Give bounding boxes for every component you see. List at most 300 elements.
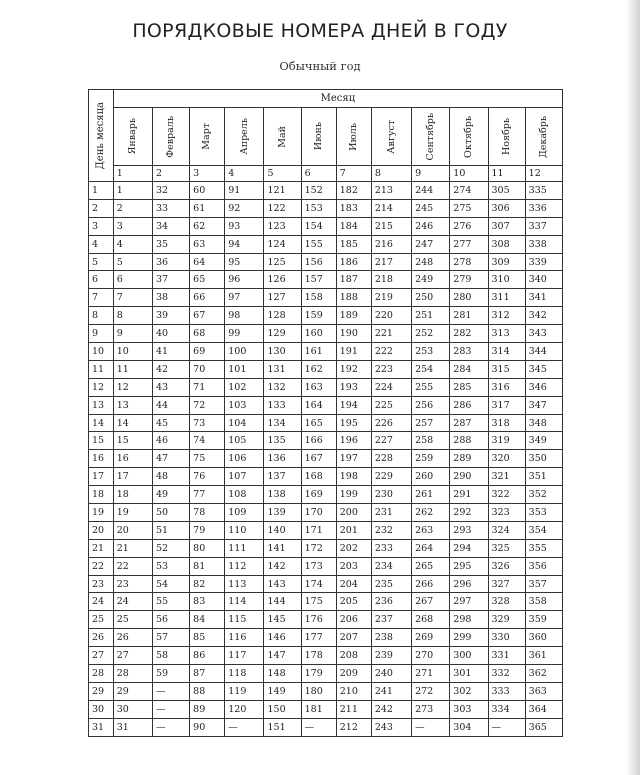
day-number-cell: 229 bbox=[371, 468, 411, 486]
day-number-cell: 4 bbox=[113, 235, 152, 253]
table-row bbox=[89, 199, 563, 217]
day-number-cell: 107 bbox=[225, 468, 264, 486]
day-number-cell: 119 bbox=[225, 682, 264, 700]
table-row bbox=[89, 521, 563, 539]
month-name: Ноябрь bbox=[500, 118, 512, 155]
day-number-cell: 69 bbox=[190, 343, 225, 361]
day-number-cell: 60 bbox=[190, 182, 225, 200]
day-number-cell: 65 bbox=[190, 271, 225, 289]
month-names-row bbox=[89, 108, 563, 166]
day-of-month-cell: 23 bbox=[89, 575, 114, 593]
day-number-cell: 52 bbox=[153, 539, 190, 557]
day-number-cell: 316 bbox=[488, 378, 525, 396]
day-number-cell: 344 bbox=[525, 343, 562, 361]
day-of-month-cell: 19 bbox=[89, 504, 114, 522]
day-number-cell: 46 bbox=[153, 432, 190, 450]
day-of-month-cell: 20 bbox=[89, 521, 114, 539]
day-number-cell: 48 bbox=[153, 468, 190, 486]
day-number-cell: 223 bbox=[371, 360, 411, 378]
day-number-cell: 180 bbox=[301, 682, 336, 700]
day-of-month-cell: 21 bbox=[89, 539, 114, 557]
day-number-cell: 286 bbox=[450, 396, 488, 414]
day-number-cell: 3 bbox=[113, 217, 152, 235]
day-number-cell: 162 bbox=[301, 360, 336, 378]
month-name: Сентябрь bbox=[424, 112, 436, 161]
month-name: Январь bbox=[127, 118, 139, 155]
day-number-cell: 111 bbox=[225, 539, 264, 557]
day-number-cell: 66 bbox=[190, 289, 225, 307]
day-number-cell: 97 bbox=[225, 289, 264, 307]
day-number-cell: 28 bbox=[113, 665, 152, 683]
day-number-cell: 51 bbox=[153, 521, 190, 539]
day-number-cell: 203 bbox=[336, 557, 371, 575]
day-number-cell: 151 bbox=[264, 718, 301, 736]
day-number-cell: 319 bbox=[488, 432, 525, 450]
month-number: 3 bbox=[190, 166, 225, 182]
day-number-cell: 124 bbox=[264, 235, 301, 253]
day-number-cell: 6 bbox=[113, 271, 152, 289]
day-number-cell: 271 bbox=[412, 665, 450, 683]
day-number-cell: 83 bbox=[190, 593, 225, 611]
day-number-cell: 127 bbox=[264, 289, 301, 307]
month-numbers-row bbox=[89, 166, 563, 182]
day-number-cell: 117 bbox=[225, 647, 264, 665]
day-number-cell: 37 bbox=[153, 271, 190, 289]
day-number-cell: 257 bbox=[412, 414, 450, 432]
day-number-cell: 71 bbox=[190, 378, 225, 396]
day-number-cell: 158 bbox=[301, 289, 336, 307]
day-number-cell: 310 bbox=[488, 271, 525, 289]
day-number-cell: 338 bbox=[525, 235, 562, 253]
day-number-cell: 359 bbox=[525, 611, 562, 629]
day-number-cell: 260 bbox=[412, 468, 450, 486]
page-edge-shadow bbox=[626, 0, 640, 775]
table-row bbox=[89, 647, 563, 665]
day-number-cell: 210 bbox=[336, 682, 371, 700]
day-number-cell: 167 bbox=[301, 450, 336, 468]
day-number-cell: 152 bbox=[301, 182, 336, 200]
day-number-cell: 216 bbox=[371, 235, 411, 253]
day-number-cell: 235 bbox=[371, 575, 411, 593]
table-row bbox=[89, 307, 563, 325]
day-number-cell: 289 bbox=[450, 450, 488, 468]
day-number-cell: 232 bbox=[371, 521, 411, 539]
day-number-cell: 231 bbox=[371, 504, 411, 522]
day-number-cell: 307 bbox=[488, 217, 525, 235]
day-number-cell: 89 bbox=[190, 700, 225, 718]
day-number-cell: 64 bbox=[190, 253, 225, 271]
day-number-cell: 317 bbox=[488, 396, 525, 414]
day-number-cell: 301 bbox=[450, 665, 488, 683]
day-number-cell: 196 bbox=[336, 432, 371, 450]
day-number-cell: 181 bbox=[301, 700, 336, 718]
day-number-cell: 9 bbox=[113, 325, 152, 343]
month-name-cell bbox=[225, 108, 264, 166]
table-row bbox=[89, 486, 563, 504]
table-row bbox=[89, 360, 563, 378]
day-number-cell: 40 bbox=[153, 325, 190, 343]
day-number-cell: 78 bbox=[190, 504, 225, 522]
day-number-cell: 168 bbox=[301, 468, 336, 486]
day-number-cell: 248 bbox=[412, 253, 450, 271]
day-number-cell: 324 bbox=[488, 521, 525, 539]
day-number-cell: 279 bbox=[450, 271, 488, 289]
day-number-cell: 21 bbox=[113, 539, 152, 557]
day-number-cell: 100 bbox=[225, 343, 264, 361]
day-number-cell: 364 bbox=[525, 700, 562, 718]
day-number-cell: 293 bbox=[450, 521, 488, 539]
day-number-cell: 274 bbox=[450, 182, 488, 200]
day-number-cell: 191 bbox=[336, 343, 371, 361]
day-number-cell: 23 bbox=[113, 575, 152, 593]
day-number-cell: 355 bbox=[525, 539, 562, 557]
day-number-cell: 222 bbox=[371, 343, 411, 361]
day-number-cell: 240 bbox=[371, 665, 411, 683]
table-row bbox=[89, 414, 563, 432]
day-number-cell: 290 bbox=[450, 468, 488, 486]
day-of-month-cell: 31 bbox=[89, 718, 114, 736]
day-number-cell: 219 bbox=[371, 289, 411, 307]
day-number-cell: 267 bbox=[412, 593, 450, 611]
day-of-month-cell: 29 bbox=[89, 682, 114, 700]
day-number-cell: 221 bbox=[371, 325, 411, 343]
month-number: 9 bbox=[412, 166, 450, 182]
day-number-cell: 206 bbox=[336, 611, 371, 629]
month-number: 11 bbox=[488, 166, 525, 182]
month-number: 12 bbox=[525, 166, 562, 182]
day-number-cell: 272 bbox=[412, 682, 450, 700]
month-name: Февраль bbox=[165, 115, 177, 158]
day-number-cell: 125 bbox=[264, 253, 301, 271]
day-number-cell: 285 bbox=[450, 378, 488, 396]
day-number-cell: 189 bbox=[336, 307, 371, 325]
day-number-cell: 226 bbox=[371, 414, 411, 432]
day-number-cell: 295 bbox=[450, 557, 488, 575]
day-number-cell: 70 bbox=[190, 360, 225, 378]
day-number-cell: 134 bbox=[264, 414, 301, 432]
day-number-cell: 349 bbox=[525, 432, 562, 450]
day-number-cell: 353 bbox=[525, 504, 562, 522]
day-number-cell: 171 bbox=[301, 521, 336, 539]
day-number-cell: 149 bbox=[264, 682, 301, 700]
table-row bbox=[89, 235, 563, 253]
day-number-cell: 326 bbox=[488, 557, 525, 575]
day-number-cell: 292 bbox=[450, 504, 488, 522]
month-name: Апрель bbox=[238, 118, 250, 155]
day-number-cell: 176 bbox=[301, 611, 336, 629]
day-number-cell: 233 bbox=[371, 539, 411, 557]
page-subtitle: Обычный год bbox=[279, 59, 361, 73]
day-number-cell: 24 bbox=[113, 593, 152, 611]
day-number-cell: 312 bbox=[488, 307, 525, 325]
day-number-cell: — bbox=[153, 682, 190, 700]
day-number-cell: 249 bbox=[412, 271, 450, 289]
day-number-cell: 115 bbox=[225, 611, 264, 629]
day-number-cell: 340 bbox=[525, 271, 562, 289]
day-number-cell: 256 bbox=[412, 396, 450, 414]
day-number-cell: 101 bbox=[225, 360, 264, 378]
day-of-month-cell: 30 bbox=[89, 700, 114, 718]
day-number-cell: 325 bbox=[488, 539, 525, 557]
day-of-month-cell: 25 bbox=[89, 611, 114, 629]
day-number-cell: 348 bbox=[525, 414, 562, 432]
table-row bbox=[89, 343, 563, 361]
day-of-month-cell: 24 bbox=[89, 593, 114, 611]
day-number-cell: 251 bbox=[412, 307, 450, 325]
day-number-cell: 298 bbox=[450, 611, 488, 629]
day-number-cell: 92 bbox=[225, 199, 264, 217]
table-row bbox=[89, 325, 563, 343]
day-number-cell: 10 bbox=[113, 343, 152, 361]
month-name-cell bbox=[336, 108, 371, 166]
day-number-cell: 294 bbox=[450, 539, 488, 557]
day-number-cell: 247 bbox=[412, 235, 450, 253]
day-number-cell: 356 bbox=[525, 557, 562, 575]
day-number-cell: 87 bbox=[190, 665, 225, 683]
day-number-cell: 19 bbox=[113, 504, 152, 522]
day-number-cell: 118 bbox=[225, 665, 264, 683]
day-number-cell: 54 bbox=[153, 575, 190, 593]
day-number-cell: 58 bbox=[153, 647, 190, 665]
day-number-cell: 12 bbox=[113, 378, 152, 396]
day-number-cell: 173 bbox=[301, 557, 336, 575]
day-number-cell: 164 bbox=[301, 396, 336, 414]
day-number-cell: 283 bbox=[450, 343, 488, 361]
table-row bbox=[89, 468, 563, 486]
day-number-cell: 114 bbox=[225, 593, 264, 611]
day-number-cell: 360 bbox=[525, 629, 562, 647]
day-number-cell: 188 bbox=[336, 289, 371, 307]
day-number-cell: — bbox=[488, 718, 525, 736]
month-name: Октябрь bbox=[463, 115, 475, 158]
day-number-cell: 236 bbox=[371, 593, 411, 611]
month-number: 6 bbox=[301, 166, 336, 182]
day-number-cell: 225 bbox=[371, 396, 411, 414]
day-number-cell: 123 bbox=[264, 217, 301, 235]
day-number-cell: 228 bbox=[371, 450, 411, 468]
day-number-cell: 190 bbox=[336, 325, 371, 343]
day-number-cell: 194 bbox=[336, 396, 371, 414]
day-number-cell: 264 bbox=[412, 539, 450, 557]
day-number-cell: 128 bbox=[264, 307, 301, 325]
day-number-cell: 109 bbox=[225, 504, 264, 522]
day-number-cell: 146 bbox=[264, 629, 301, 647]
day-number-cell: 297 bbox=[450, 593, 488, 611]
day-number-cell: 33 bbox=[153, 199, 190, 217]
day-number-cell: 106 bbox=[225, 450, 264, 468]
day-number-cell: 291 bbox=[450, 486, 488, 504]
day-number-cell: — bbox=[225, 718, 264, 736]
day-number-cell: 198 bbox=[336, 468, 371, 486]
day-of-month-label: День месяца bbox=[94, 101, 106, 170]
day-number-cell: 314 bbox=[488, 343, 525, 361]
table-row bbox=[89, 718, 563, 736]
day-number-cell: 35 bbox=[153, 235, 190, 253]
day-number-cell: 333 bbox=[488, 682, 525, 700]
month-number: 8 bbox=[371, 166, 411, 182]
day-number-cell: 145 bbox=[264, 611, 301, 629]
month-number: 4 bbox=[225, 166, 264, 182]
month-header: Месяц bbox=[113, 90, 562, 108]
day-number-cell: 141 bbox=[264, 539, 301, 557]
day-number-cell: 95 bbox=[225, 253, 264, 271]
day-number-cell: 185 bbox=[336, 235, 371, 253]
day-number-cell: 13 bbox=[113, 396, 152, 414]
day-number-cell: 208 bbox=[336, 647, 371, 665]
day-number-cell: 320 bbox=[488, 450, 525, 468]
day-number-cell: 131 bbox=[264, 360, 301, 378]
day-number-cell: 263 bbox=[412, 521, 450, 539]
day-number-cell: 278 bbox=[450, 253, 488, 271]
day-number-cell: 157 bbox=[301, 271, 336, 289]
day-number-cell: 224 bbox=[371, 378, 411, 396]
day-number-cell: 85 bbox=[190, 629, 225, 647]
day-number-cell: 259 bbox=[412, 450, 450, 468]
day-of-month-header bbox=[89, 90, 114, 182]
month-name: Май bbox=[276, 125, 288, 148]
day-of-month-cell: 10 bbox=[89, 343, 114, 361]
day-of-month-cell: 28 bbox=[89, 665, 114, 683]
day-number-cell: 239 bbox=[371, 647, 411, 665]
day-of-month-cell: 15 bbox=[89, 432, 114, 450]
day-number-cell: 261 bbox=[412, 486, 450, 504]
day-number-cell: 288 bbox=[450, 432, 488, 450]
day-of-month-cell: 22 bbox=[89, 557, 114, 575]
day-number-cell: 172 bbox=[301, 539, 336, 557]
day-number-cell: 245 bbox=[412, 199, 450, 217]
day-number-cell: 227 bbox=[371, 432, 411, 450]
day-number-cell: 43 bbox=[153, 378, 190, 396]
day-number-cell: 342 bbox=[525, 307, 562, 325]
day-number-cell: 105 bbox=[225, 432, 264, 450]
day-number-cell: 49 bbox=[153, 486, 190, 504]
day-number-cell: — bbox=[301, 718, 336, 736]
table-row bbox=[89, 289, 563, 307]
day-number-cell: 84 bbox=[190, 611, 225, 629]
day-number-cell: 321 bbox=[488, 468, 525, 486]
day-number-cell: 337 bbox=[525, 217, 562, 235]
table-row bbox=[89, 182, 563, 200]
day-of-month-cell: 26 bbox=[89, 629, 114, 647]
day-number-cell: 42 bbox=[153, 360, 190, 378]
day-number-cell: 17 bbox=[113, 468, 152, 486]
day-number-cell: 73 bbox=[190, 414, 225, 432]
day-number-cell: 339 bbox=[525, 253, 562, 271]
day-number-cell: 36 bbox=[153, 253, 190, 271]
day-number-cell: 300 bbox=[450, 647, 488, 665]
day-number-cell: 169 bbox=[301, 486, 336, 504]
day-number-cell: 45 bbox=[153, 414, 190, 432]
day-number-cell: 1 bbox=[113, 182, 152, 200]
day-number-cell: 182 bbox=[336, 182, 371, 200]
day-number-cell: 44 bbox=[153, 396, 190, 414]
day-number-cell: 276 bbox=[450, 217, 488, 235]
day-number-cell: 334 bbox=[488, 700, 525, 718]
day-number-cell: 341 bbox=[525, 289, 562, 307]
day-number-cell: 147 bbox=[264, 647, 301, 665]
day-of-month-cell: 27 bbox=[89, 647, 114, 665]
day-number-cell: 139 bbox=[264, 504, 301, 522]
day-number-cell: 242 bbox=[371, 700, 411, 718]
page-title: ПОРЯДКОВЫЕ НОМЕРА ДНЕЙ В ГОДУ bbox=[132, 20, 508, 42]
day-number-cell: 241 bbox=[371, 682, 411, 700]
table-row bbox=[89, 611, 563, 629]
day-number-cell: 306 bbox=[488, 199, 525, 217]
day-number-cell: 254 bbox=[412, 360, 450, 378]
table-body bbox=[89, 182, 563, 737]
day-number-cell: 220 bbox=[371, 307, 411, 325]
day-number-cell: 362 bbox=[525, 665, 562, 683]
day-number-cell: 217 bbox=[371, 253, 411, 271]
day-number-cell: 304 bbox=[450, 718, 488, 736]
day-number-cell: 63 bbox=[190, 235, 225, 253]
day-number-cell: 39 bbox=[153, 307, 190, 325]
day-number-cell: 108 bbox=[225, 486, 264, 504]
day-number-cell: 156 bbox=[301, 253, 336, 271]
day-number-cell: 18 bbox=[113, 486, 152, 504]
day-number-cell: 330 bbox=[488, 629, 525, 647]
day-number-cell: 47 bbox=[153, 450, 190, 468]
day-number-cell: 138 bbox=[264, 486, 301, 504]
day-number-cell: 99 bbox=[225, 325, 264, 343]
day-of-month-cell: 4 bbox=[89, 235, 114, 253]
day-number-cell: 363 bbox=[525, 682, 562, 700]
day-number-cell: 59 bbox=[153, 665, 190, 683]
day-number-cell: 269 bbox=[412, 629, 450, 647]
day-number-cell: 361 bbox=[525, 647, 562, 665]
day-number-cell: 345 bbox=[525, 360, 562, 378]
day-number-cell: 308 bbox=[488, 235, 525, 253]
day-number-cell: — bbox=[412, 718, 450, 736]
table-row bbox=[89, 557, 563, 575]
day-number-cell: 234 bbox=[371, 557, 411, 575]
day-number-cell: 122 bbox=[264, 199, 301, 217]
day-number-cell: 354 bbox=[525, 521, 562, 539]
day-number-cell: 14 bbox=[113, 414, 152, 432]
month-name-cell bbox=[525, 108, 562, 166]
day-number-cell: 331 bbox=[488, 647, 525, 665]
day-number-cell: 7 bbox=[113, 289, 152, 307]
day-number-cell: 214 bbox=[371, 199, 411, 217]
day-number-cell: 332 bbox=[488, 665, 525, 683]
day-number-cell: 103 bbox=[225, 396, 264, 414]
table-row bbox=[89, 450, 563, 468]
day-number-cell: 350 bbox=[525, 450, 562, 468]
day-number-cell: 280 bbox=[450, 289, 488, 307]
day-of-month-cell: 7 bbox=[89, 289, 114, 307]
day-number-cell: 163 bbox=[301, 378, 336, 396]
day-number-cell: 112 bbox=[225, 557, 264, 575]
day-of-month-cell: 17 bbox=[89, 468, 114, 486]
day-number-cell: 277 bbox=[450, 235, 488, 253]
day-number-cell: 205 bbox=[336, 593, 371, 611]
day-number-cell: 253 bbox=[412, 343, 450, 361]
day-number-cell: 166 bbox=[301, 432, 336, 450]
day-of-month-cell: 2 bbox=[89, 199, 114, 217]
day-number-cell: 140 bbox=[264, 521, 301, 539]
day-number-cell: 121 bbox=[264, 182, 301, 200]
month-name-cell bbox=[301, 108, 336, 166]
day-number-cell: — bbox=[153, 700, 190, 718]
day-number-cell: 195 bbox=[336, 414, 371, 432]
day-number-cell: 282 bbox=[450, 325, 488, 343]
day-number-cell: 178 bbox=[301, 647, 336, 665]
day-number-cell: 150 bbox=[264, 700, 301, 718]
day-number-cell: 250 bbox=[412, 289, 450, 307]
day-number-cell: 329 bbox=[488, 611, 525, 629]
day-number-cell: 365 bbox=[525, 718, 562, 736]
table-row bbox=[89, 271, 563, 289]
